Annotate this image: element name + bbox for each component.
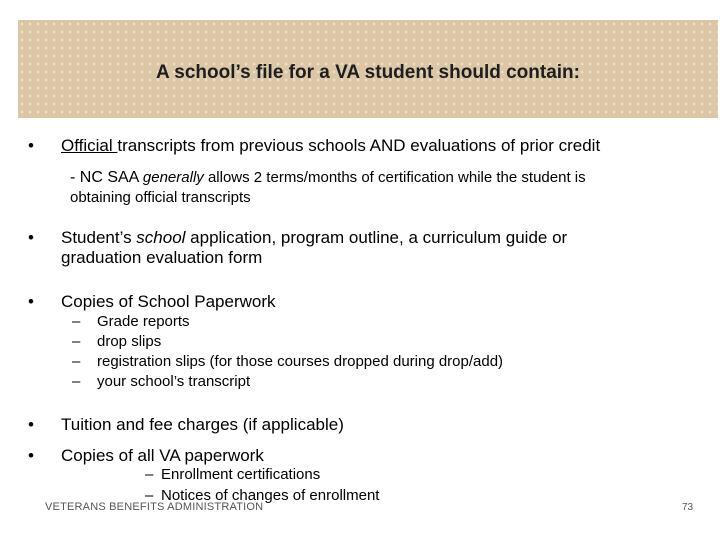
sub-item-text: registration slips (for those courses dropped during drop/add) — [97, 353, 504, 370]
bullet-line1-before: Student’s — [61, 228, 137, 247]
page-number: 73 — [682, 502, 694, 513]
bullet-text: Tuition and fee charges (if applicable) — [61, 415, 344, 434]
note-line2: obtaining official transcripts — [70, 189, 251, 206]
sub-item-text: drop slips — [97, 333, 162, 350]
bullet-marker: • — [28, 446, 34, 465]
sub-item-text: Grade reports — [97, 313, 190, 330]
bullet-text — [61, 228, 567, 268]
bullet-line1-after: application, program outline, a curriculum guide or — [185, 228, 568, 247]
note-italic-generally: generally — [142, 169, 204, 186]
dash-marker: – — [72, 333, 81, 350]
nc-saa-note — [70, 168, 586, 208]
slide-title: A school’s file for a VA student should contain: — [155, 62, 580, 83]
bullet-italic-school: school — [136, 228, 186, 247]
note-prefix: - NC SAA — [70, 169, 143, 186]
dash-marker: – — [145, 487, 154, 504]
sub-item-text: Enrollment certifications — [161, 466, 321, 483]
sub-item-text: your school’s transcript — [97, 373, 251, 390]
bullet-marker: • — [28, 136, 34, 155]
bullet-marker: • — [28, 292, 34, 311]
dash-marker: – — [145, 466, 154, 483]
dash-marker: – — [72, 313, 81, 330]
note-line1-rest: allows 2 terms/months of certification while the student is — [203, 169, 586, 186]
bullet-line2: graduation evaluation form — [61, 248, 263, 267]
dash-marker: – — [72, 373, 81, 390]
bullet-text: Copies of all VA paperwork — [61, 446, 264, 465]
bullet-text-rest: transcripts from previous schools AND evaluations of prior credit — [117, 136, 601, 155]
underlined-official: Official — [61, 136, 118, 155]
bullet-marker: • — [28, 415, 34, 434]
bullet-marker: • — [28, 228, 34, 247]
sub-item-text: Notices of changes of enrollment — [161, 487, 380, 504]
bullet-text — [61, 136, 600, 156]
footer-organization: VETERANS BENEFITS ADMINISTRATION — [45, 501, 264, 513]
bullet-text: Copies of School Paperwork — [61, 292, 276, 311]
dash-marker: – — [72, 353, 81, 370]
